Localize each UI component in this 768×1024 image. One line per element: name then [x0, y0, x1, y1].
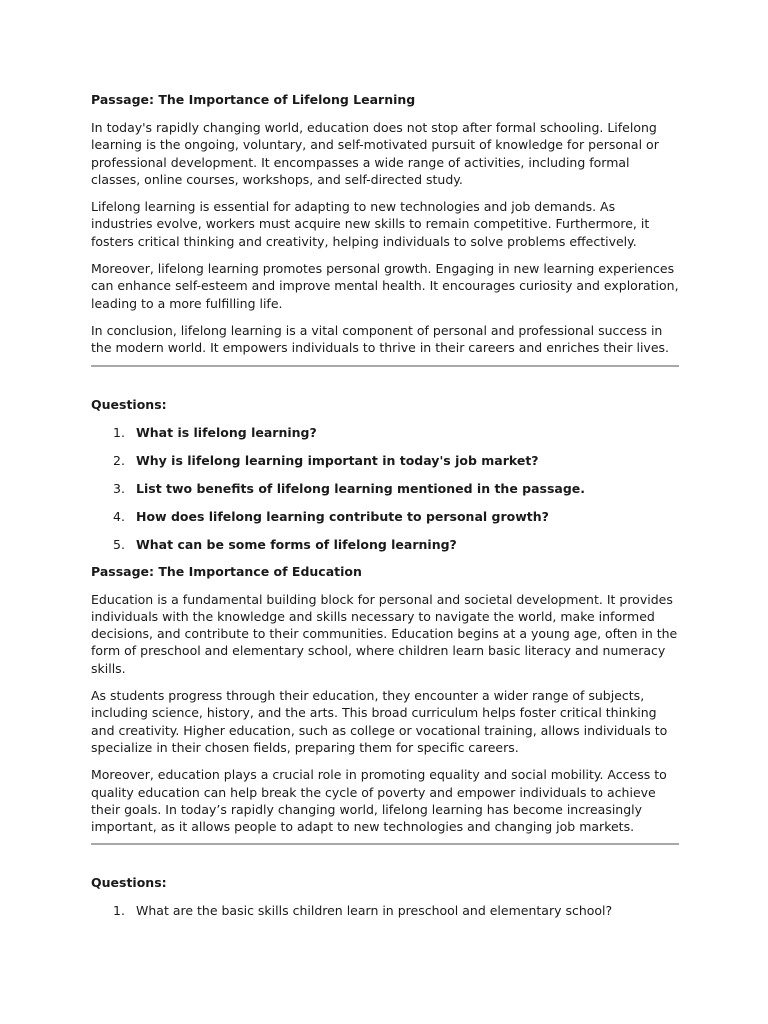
question-number: 1.: [113, 424, 125, 440]
questions-2-heading: Questions:: [91, 875, 167, 891]
passage-1-title: Passage: The Importance of Lifelong Learning: [91, 92, 416, 107]
question-text: What are the basic skills children learn in preschool and elementary school?: [136, 903, 613, 919]
question-text: List two benefits of lifelong learning mentioned in the passage.: [136, 480, 586, 496]
question-item: [91, 508, 679, 526]
passage-2-title: Passage: The Importance of Education: [91, 563, 362, 579]
question-item: [91, 902, 679, 920]
document-page: [91, 91, 679, 920]
question-item: [91, 424, 679, 442]
question-number: 4.: [113, 508, 125, 524]
passage-1-paragraph-1: In today's rapidly changing world, education does not stop after formal schooling. Lifelong learning is the ongoing, voluntary, and self-motivated pursuit of knowledge for personal or professional development. It encompasses a wide range of activities, including formal classes, online courses, workshops, and self-directed study.: [91, 120, 659, 187]
question-item: [91, 452, 679, 470]
question-item: [91, 480, 679, 498]
section-divider-2: [91, 843, 679, 845]
question-number: 5.: [113, 536, 125, 552]
passage-1-paragraph-4: In conclusion, lifelong learning is a vital component of personal and professional success in the modern world. It empowers individuals to thrive in their careers and enriches their lives.: [91, 322, 670, 356]
passage-2-paragraph-1: Education is a fundamental building block for personal and societal development. It provides individuals with the knowledge and skills necessary to navigate the world, make informed decisions, and contribute to their communities. Education begins at a young age, often in the form of preschool and elementary school, where children learn basic literacy and numeracy skills.: [91, 591, 678, 676]
question-item: [91, 536, 679, 554]
questions-2-list: [91, 902, 679, 920]
section-divider-1: [91, 365, 679, 367]
question-number: 1.: [113, 903, 125, 919]
questions-1-heading: Questions:: [91, 396, 167, 412]
passage-2-paragraph-2: As students progress through their education, they encounter a wider range of subjects, including science, history, and the arts. This broad curriculum helps foster critical thinking and creativity. Higher education, such as college or vocational training, allows individuals to specialize in their chosen fields, preparing them for specific careers.: [91, 688, 668, 755]
question-number: 3.: [113, 480, 125, 496]
question-text: What can be some forms of lifelong learning?: [136, 536, 457, 552]
passage-1-paragraph-3: Moreover, lifelong learning promotes personal growth. Engaging in new learning experiences can enhance self-esteem and improve mental health. It encourages curiosity and exploration, leading to a more fulfilling life.: [91, 261, 679, 311]
question-text: What is lifelong learning?: [136, 424, 317, 440]
question-number: 2.: [113, 452, 125, 468]
passage-1-paragraph-2: Lifelong learning is essential for adapting to new technologies and job demands. As industries evolve, workers must acquire new skills to remain competitive. Furthermore, it fosters critical thinking and creativity, helping individuals to solve problems effectively.: [91, 199, 650, 249]
question-text: How does lifelong learning contribute to personal growth?: [136, 508, 549, 524]
passage-2-paragraph-3: Moreover, education plays a crucial role in promoting equality and social mobility. Access to quality education can help break the cycle of poverty and empower individuals to achieve their goals. In today’s rapidly changing world, lifelong learning has become increasingly important, as it allows people to adapt to new technologies and changing job markets.: [91, 767, 667, 835]
questions-1-list: [91, 424, 679, 554]
question-text: Why is lifelong learning important in today's job market?: [136, 452, 539, 468]
